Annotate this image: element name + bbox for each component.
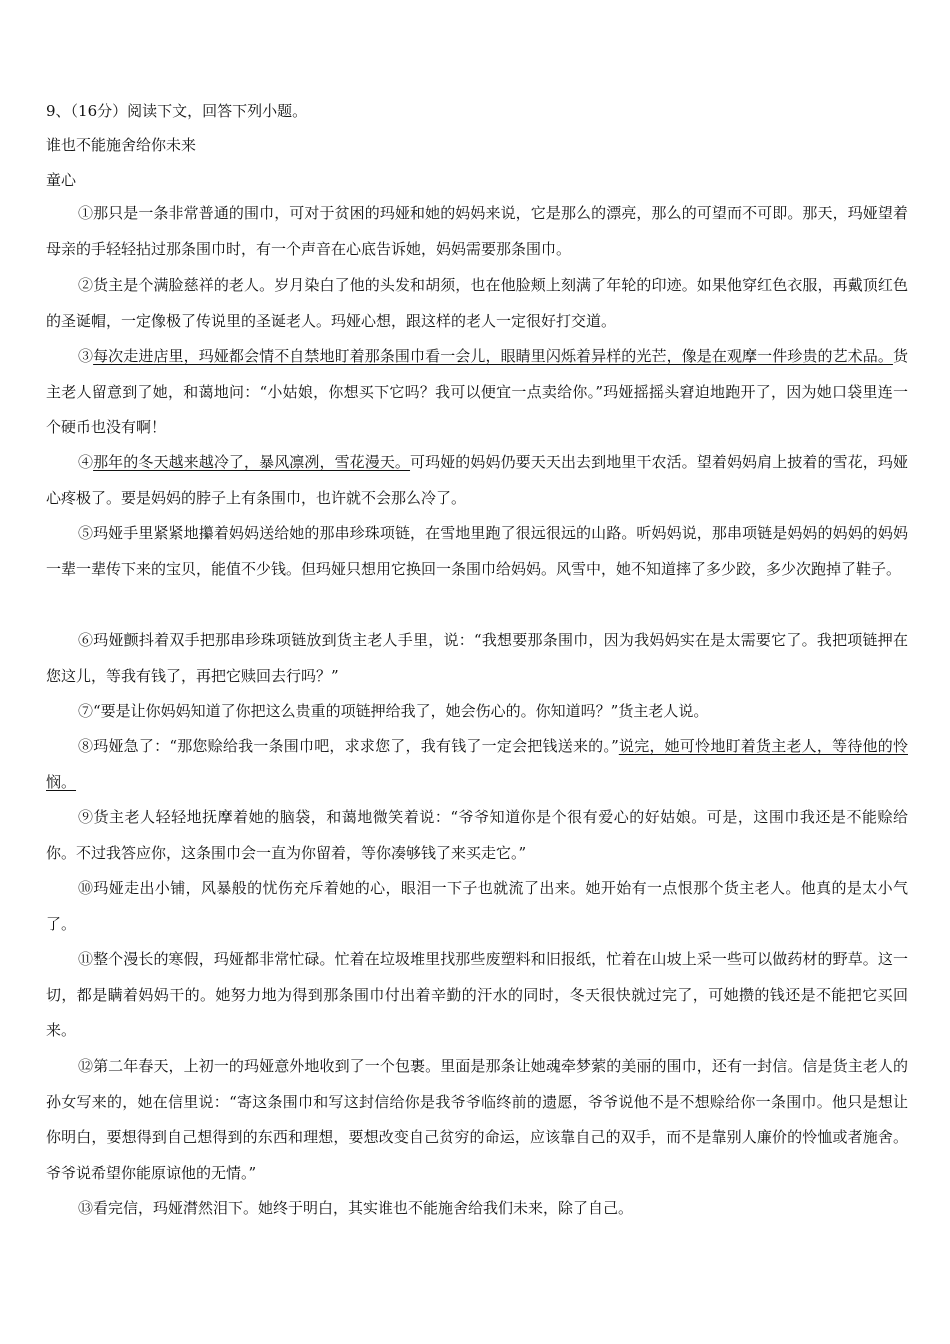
paragraph-12: ⑫第二年春天，上初一的玛娅意外地收到了一个包裹。里面是那条让她魂牵梦萦的美丽的围巾，还有一封信。信是货主老人的孙女写来的，她在信里说：“寄这条围巾和写这封信给你是我爷爷临终前的遗愿，爷爷说他不是不想赊给你一条围巾。他只是想让你明白，要想得到自己想得到的东西和理想，要想改变自己贫穷的命运，应该靠自己的双手，而不是靠别人廉价的怜恤或者施舍。爷爷说希望你能原谅他的无情。”	[46, 1057, 908, 1182]
article-author: 童心	[46, 171, 77, 189]
paragraph-8	[46, 729, 908, 800]
question-header: 9、（16分）阅读下文，回答下列小题。	[46, 102, 308, 120]
paragraph-11: ⑪整个漫长的寒假，玛娅都非常忙碌。忙着在垃圾堆里找那些废塑料和旧报纸，忙着在山坡上采一些可以做药材的野草。这一切，都是瞒着妈妈干的。她努力地为得到那条围巾付出着辛勤的汗水的同时，冬天很快就过完了，可她攒的钱还是不能把它买回来。	[46, 950, 908, 1039]
paragraph-3-underlined-sentence: 每次走进店里，玛娅都会情不自禁地盯着那条围巾看一会儿，眼睛里闪烁着异样的光芒，像是在观摩一件珍贵的艺术品。	[93, 347, 893, 365]
paragraph-4-underlined-sentence: 那年的冬天越来越冷了，暴风凛冽，雪花漫天。	[93, 453, 411, 471]
paragraph-6: ⑥玛娅颤抖着双手把那串珍珠项链放到货主老人手里，说：“我想要那条围巾，因为我妈妈实在是太需要它了。我把项链押在您这儿，等我有钱了，再把它赎回去行吗？”	[46, 631, 908, 685]
paragraph-3	[46, 339, 908, 446]
paragraph-3-marker: ③	[78, 347, 94, 365]
paragraph-2: ②货主是个满脸慈祥的老人。岁月染白了他的头发和胡须，也在他脸颊上刻满了年轮的印迹。如果他穿红色衣服，再戴顶红色的圣诞帽，一定像极了传说里的圣诞老人。玛娅心想，跟这样的老人一定很好打交道。	[46, 276, 908, 330]
paragraph-10: ⑩玛娅走出小铺，风暴般的忧伤充斥着她的心，眼泪一下子也就流了出来。她开始有一点恨那个货主老人。他真的是太小气了。	[46, 879, 908, 933]
paragraph-8-underlined-sentence: 说完，她可怜地盯着货主老人，等待他的怜悯。	[46, 737, 908, 791]
paragraph-4	[46, 445, 908, 516]
paragraph-4-marker: ④	[78, 453, 94, 471]
paragraph-1: ①那只是一条非常普通的围巾，可对于贫困的玛娅和她的妈妈来说，它是那么的漂亮，那么的可望而不可即。那天，玛娅望着母亲的手轻轻拈过那条围巾时，有一个声音在心底告诉她，妈妈需要那条围巾。	[46, 204, 908, 258]
paragraph-8-lead: ⑧玛娅急了：“那您赊给我一条围巾吧，求求您了，我有钱了一定会把钱送来的。”	[78, 737, 619, 755]
paragraph-4-rest: 可玛娅的妈妈仍要天天出去到地里干农活。望着妈妈肩上披着的雪花，玛娅心疼极了。要是妈妈的脖子上有条围巾，也许就不会那么冷了。	[46, 453, 908, 507]
paragraph-3-rest: 货主老人留意到了她，和蔼地问：“小姑娘，你想买下它吗？我可以便宜一点卖给你。”玛娅摇摇头窘迫地跑开了，因为她口袋里连一个硬币也没有啊！	[46, 347, 908, 436]
paragraph-9: ⑨货主老人轻轻地抚摩着她的脑袋，和蔼地微笑着说：“爷爷知道你是个很有爱心的好姑娘。可是，这围巾我还是不能赊给你。不过我答应你，这条围巾会一直为你留着，等你凑够钱了来买走它。”	[46, 808, 908, 862]
paragraph-13: ⑬看完信，玛娅潸然泪下。她终于明白，其实谁也不能施舍给我们未来，除了自己。	[78, 1199, 634, 1217]
paragraph-7: ⑦“要是让你妈妈知道了你把这么贵重的项链押给我了，她会伤心的。你知道吗？”货主老人说。	[78, 702, 709, 720]
article-title: 谁也不能施舍给你未来	[46, 136, 197, 154]
paragraph-5: ⑤玛娅手里紧紧地攥着妈妈送给她的那串珍珠项链，在雪地里跑了很远很远的山路。听妈妈说，那串项链是妈妈的妈妈的妈妈一辈一辈传下来的宝贝，能值不少钱。但玛娅只想用它换回一条围巾给妈妈。风雪中，她不知道摔了多少跤，多少次跑掉了鞋子。	[46, 524, 908, 578]
